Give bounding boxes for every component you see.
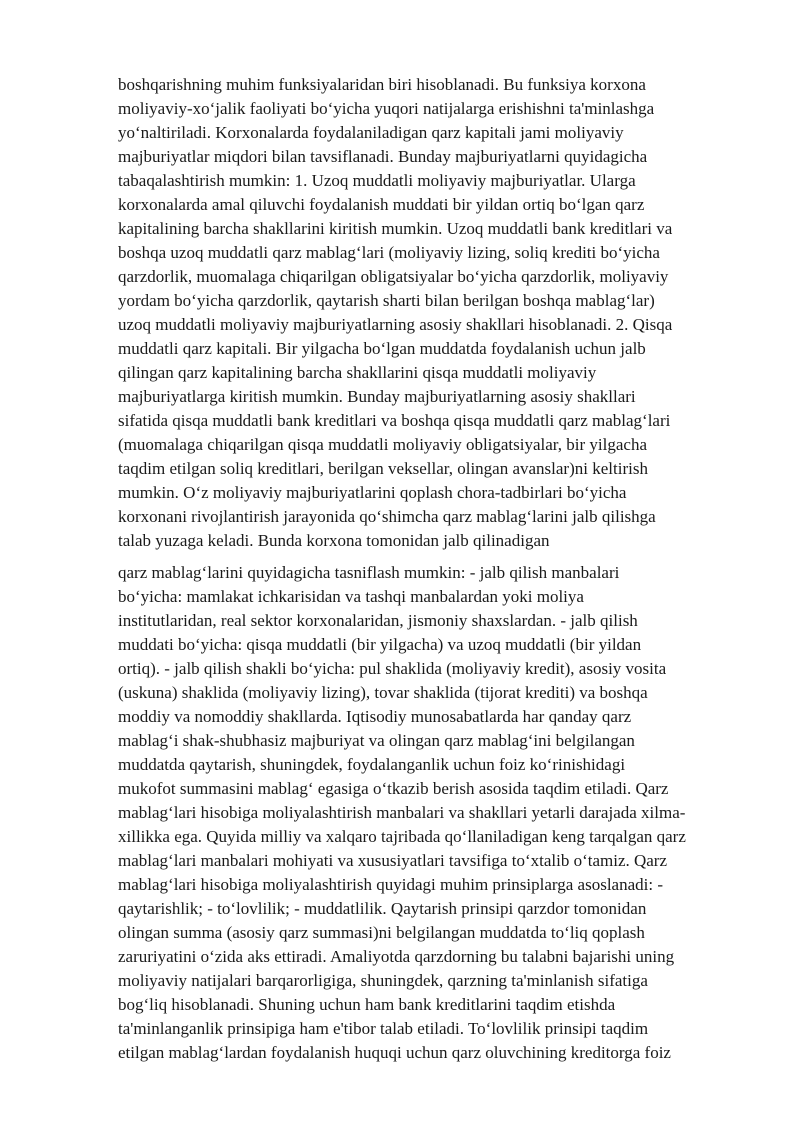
text-line: qarzdorlik, muomalaga chiqarilgan obligatsiyalar bo‘yicha qarzdorlik, moliyaviy	[118, 267, 669, 286]
text-line: qarz mablag‘larini quyidagicha tasniflash mumkin: - jalb qilish manbalari	[118, 563, 620, 582]
text-line: kapitalining barcha shakllarini kiritish mumkin. Uzoq muddatli bank kreditlari va	[118, 219, 673, 238]
text-line: mukofot summasini mablag‘ egasiga o‘tkazib berish asosida taqdim etiladi. Qarz	[118, 779, 669, 798]
text-line: mablag‘lari hisobiga moliyalashtirish manbalari va shakllari yetarli darajada xilma-	[118, 803, 686, 822]
text-line: ortiq). - jalb qilish shakli bo‘yicha: pul shaklida (moliyaviy kredit), asosiy vosita	[118, 659, 667, 678]
text-line: ta'minlanganlik prinsipiga ham e'tibor talab etiladi. To‘lovlilik prinsipi taqdim	[118, 1019, 649, 1038]
text-line: korxonalarda amal qiluvchi foydalanish muddati bir yildan ortiq bo‘lgan qarz	[118, 195, 645, 214]
text-line: majburiyatlar miqdori bilan tavsiflanadi. Bunday majburiyatlarni quyidagicha	[118, 147, 648, 166]
text-line: bo‘yicha: mamlakat ichkarisidan va tashqi manbalardan yoki moliya	[118, 587, 584, 606]
text-line: moddiy va nomoddiy shakllarda. Iqtisodiy munosabatlarda har qanday qarz	[118, 707, 632, 726]
text-line: bog‘liq hisoblanadi. Shuning uchun ham bank kreditlarini taqdim etishda	[118, 995, 616, 1014]
text-line: uzoq muddatli moliyaviy majburiyatlarning asosiy shakllari hisoblanadi. 2. Qisqa	[118, 315, 673, 334]
text-line: muddati bo‘yicha: qisqa muddatli (bir yilgacha) va uzoq muddatli (bir yildan	[118, 635, 642, 654]
text-line: moliyaviy-xo‘jalik faoliyati bo‘yicha yuqori natijalarga erishishni ta'minlashga	[118, 99, 655, 118]
text-line: boshqa uzoq muddatli qarz mablag‘lari (moliyaviy lizing, soliq krediti bo‘yicha	[118, 243, 660, 262]
text-line: tabaqalashtirish mumkin: 1. Uzoq muddatli moliyaviy majburiyatlar. Ularga	[118, 171, 636, 190]
text-line: korxonani rivojlantirish jarayonida qo‘shimcha qarz mablag‘larini jalb qilishga	[118, 507, 656, 526]
text-line: mablag‘lari manbalari mohiyati va xususiyatlari tavsifiga to‘xtalib o‘tamiz. Qarz	[118, 851, 668, 870]
text-line: muddatli qarz kapitali. Bir yilgacha bo‘lgan muddatda foydalanish uchun jalb	[118, 339, 646, 358]
text-line: mablag‘lari hisobiga moliyalashtirish quyidagi muhim prinsiplarga asoslanadi: -	[118, 875, 664, 894]
text-line: yordam bo‘yicha qarzdorlik, qaytarish sharti bilan berilgan boshqa mablag‘lar)	[118, 291, 655, 310]
text-line: qilingan qarz kapitalining barcha shakllarini qisqa muddatli moliyaviy	[118, 363, 597, 382]
text-line: institutlaridan, real sektor korxonalaridan, jismoniy shaxslardan. - jalb qilish	[118, 611, 638, 630]
text-line: etilgan mablag‘lardan foydalanish huquqi uchun qarz oluvchining kreditorga foiz	[118, 1043, 671, 1062]
text-line: taqdim etilgan soliq kreditlari, berilgan veksellar, olingan avanslar)ni keltirish	[118, 459, 648, 478]
text-line: sifatida qisqa muddatli bank kreditlari va boshqa qisqa muddatli qarz mablag‘lari	[118, 411, 671, 430]
text-line: xillikka ega. Quyida milliy va xalqaro tajribada qo‘llaniladigan keng tarqalgan qarz	[118, 827, 686, 846]
text-line: (muomalaga chiqarilgan qisqa muddatli moliyaviy obligatsiyalar, bir yilgacha	[118, 435, 648, 454]
text-line: majburiyatlarga kiritish mumkin. Bunday majburiyatlarning asosiy shakllari	[118, 387, 636, 406]
text-line: olingan summa (asosiy qarz summasi)ni belgilangan muddatda to‘liq qoplash	[118, 923, 645, 942]
text-line: talab yuzaga keladi. Bunda korxona tomonidan jalb qilinadigan	[118, 531, 550, 550]
text-line: yo‘naltiriladi. Korxonalarda foydalaniladigan qarz kapitali jami moliyaviy	[118, 123, 624, 142]
text-line: qaytarishlik; - to‘lovlilik; - muddatlilik. Qaytarish prinsipi qarzdor tomonidan	[118, 899, 647, 918]
text-line: (uskuna) shaklida (moliyaviy lizing), tovar shaklida (tijorat krediti) va boshqa	[118, 683, 648, 702]
text-line: zaruriyatini o‘zida aks ettiradi. Amaliyotda qarzdorning bu talabni bajarishi uning	[118, 947, 675, 966]
text-line: muddatda qaytarish, shuningdek, foydalanganlik uchun foiz ko‘rinishidagi	[118, 755, 626, 774]
text-line: moliyaviy natijalari barqarorligiga, shuningdek, qarzning ta'minlanish sifatiga	[118, 971, 648, 990]
text-line: mablag‘i shak-shubhasiz majburiyat va olingan qarz mablag‘ini belgilangan	[118, 731, 635, 750]
text-line: mumkin. O‘z moliyaviy majburiyatlarini qoplash chora-tadbirlari bo‘yicha	[118, 483, 627, 502]
text-line: boshqarishning muhim funksiyalaridan biri hisoblanadi. Bu funksiya korxona	[118, 75, 646, 94]
